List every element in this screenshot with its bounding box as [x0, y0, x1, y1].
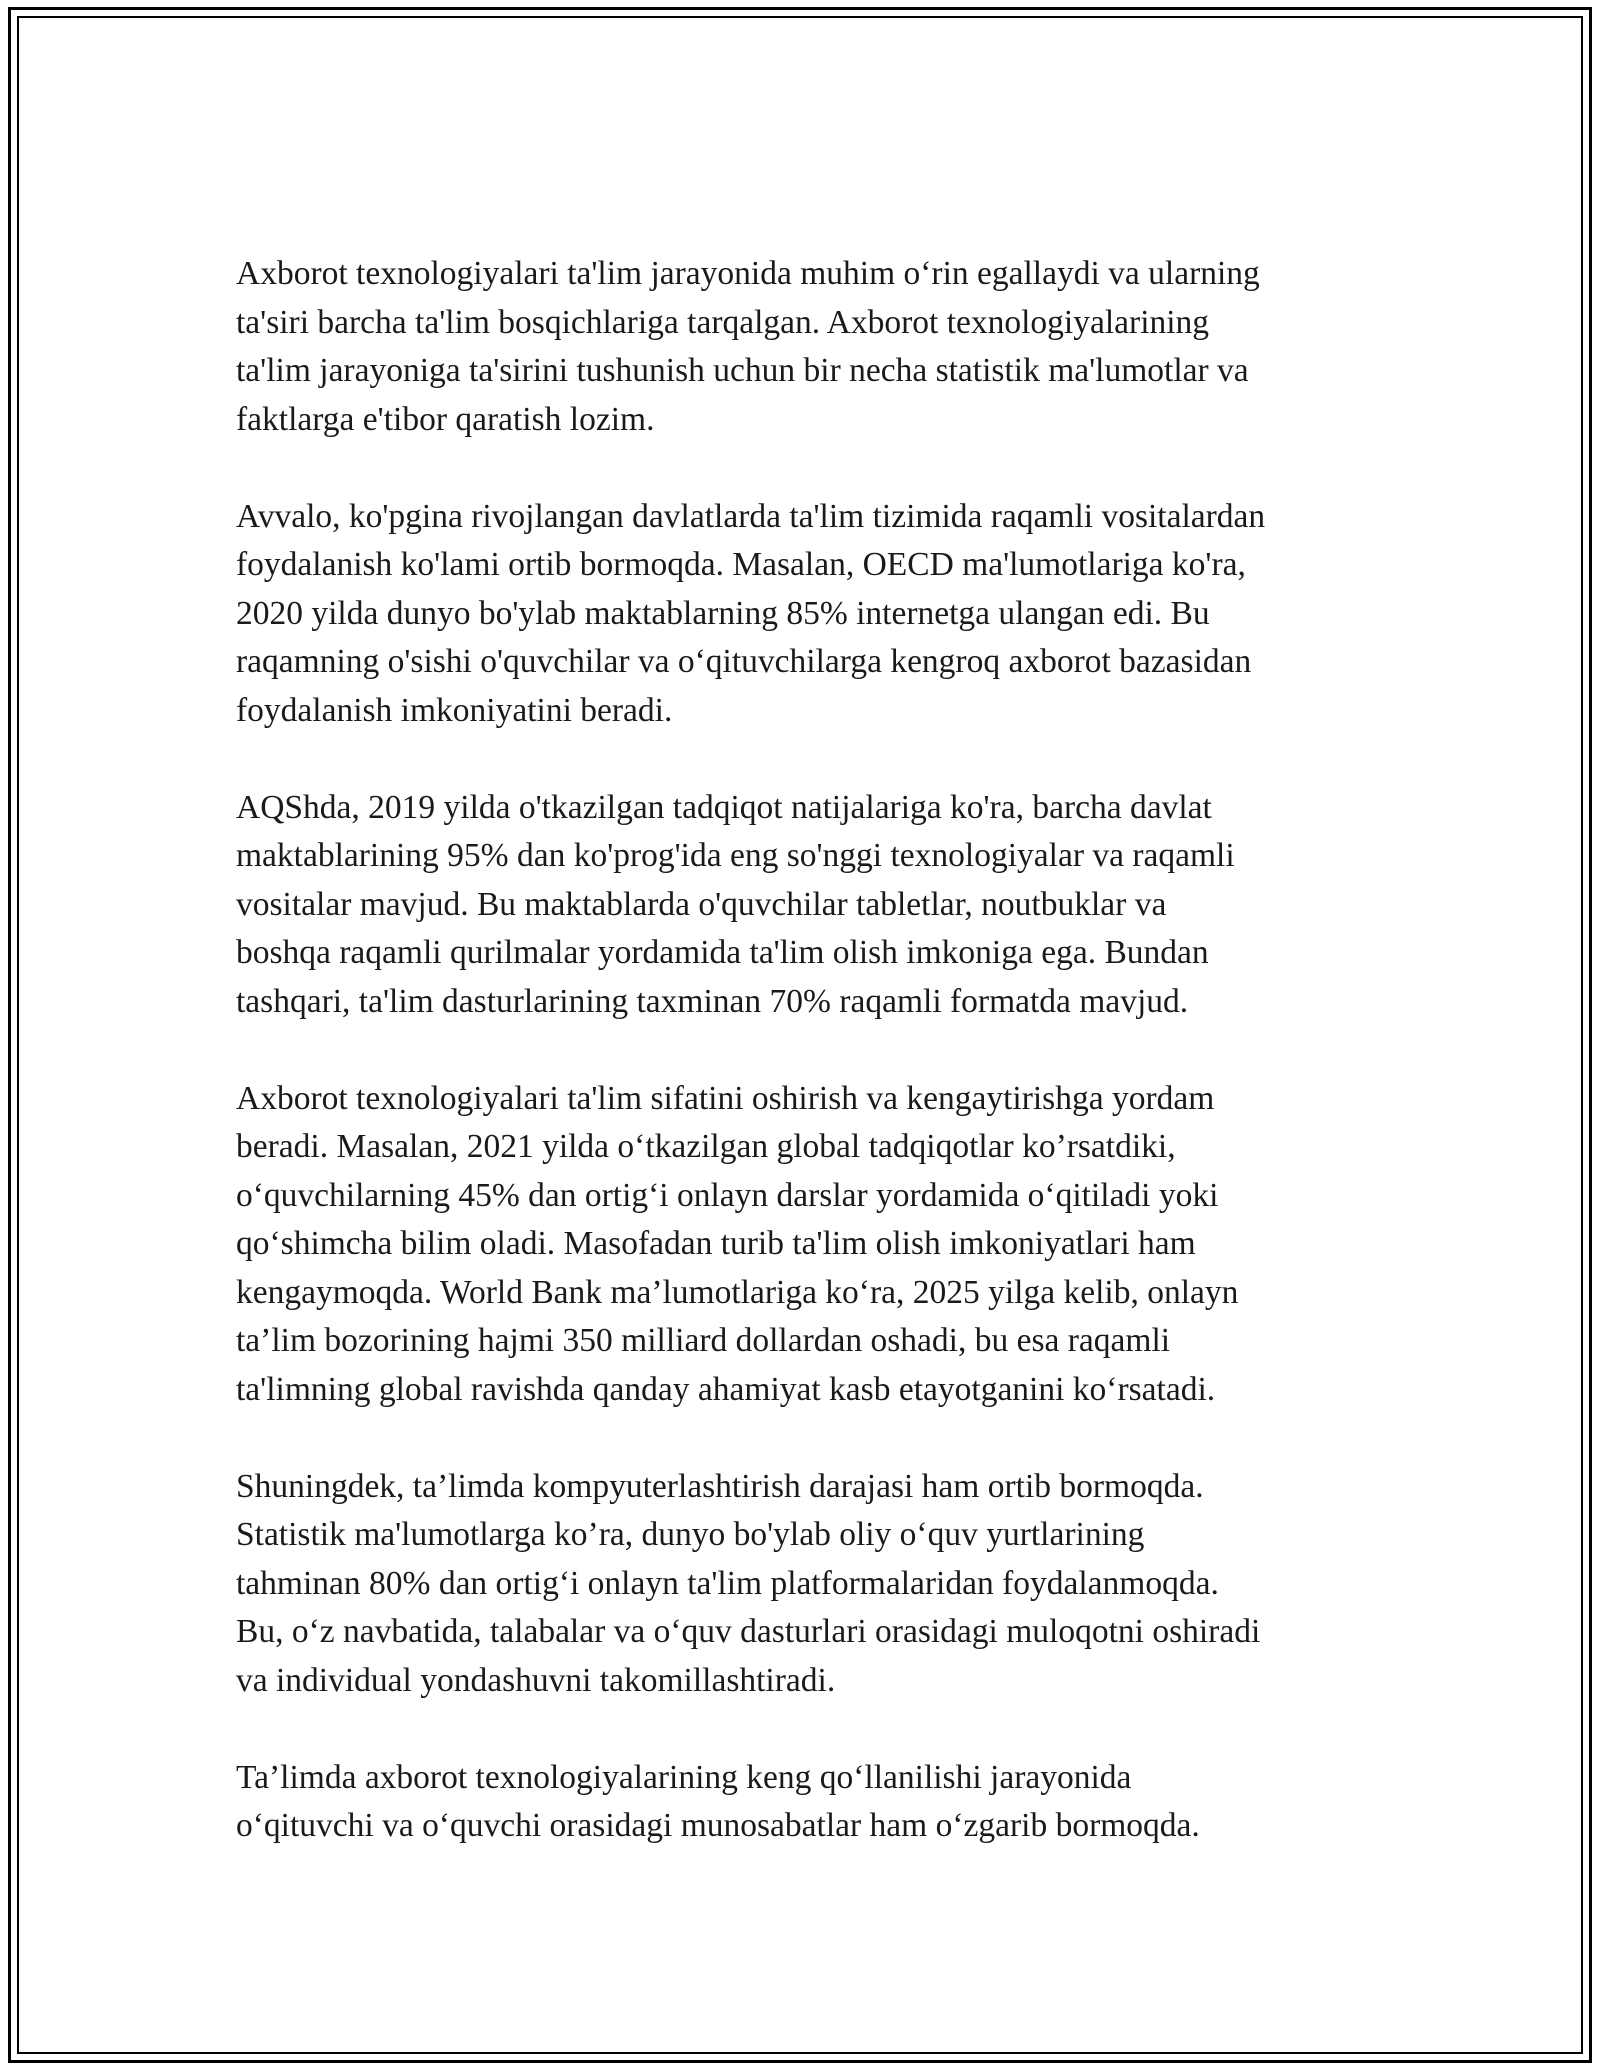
text-line: Shuningdek, ta’limda kompyuterlashtirish darajasi ham ortib bormoqda. [236, 1467, 1204, 1505]
document-body [236, 250, 1386, 1851]
text-line: o‘qituvchi va o‘quvchi orasidagi munosabatlar ham o‘zgarib bormoqda. [236, 1807, 1200, 1844]
text-line: faktlarga e'tibor qaratish lozim. [236, 400, 655, 438]
text-line: qo‘shimcha bilim oladi. Masofadan turib ta'lim olish imkoniyatlari ham [236, 1225, 1196, 1262]
paragraph-4 [236, 1075, 1386, 1415]
text-line: Statistik ma'lumotlarga ko’ra, dunyo bo'ylab oliy o‘quv yurtlarining [236, 1516, 1145, 1553]
paragraph-3 [236, 784, 1386, 1027]
text-line: Axborot texnologiyalari ta'lim jarayonida muhim o‘rin egallaydi va ularning [236, 255, 1260, 292]
paragraph-6 [236, 1754, 1386, 1851]
text-line: foydalanish imkoniyatini beradi. [236, 691, 673, 729]
text-line: ta'lim jarayoniga ta'sirini tushunish uchun bir necha statistik ma'lumotlar va [236, 352, 1249, 389]
text-line: boshqa raqamli qurilmalar yordamida ta'lim olish imkoniga ega. Bundan [236, 934, 1209, 971]
text-line: maktablarining 95% dan ko'prog'ida eng so'nggi texnologiyalar va raqamli [236, 837, 1235, 874]
text-line: vositalar mavjud. Bu maktablarda o'quvchilar tabletlar, noutbuklar va [236, 885, 1167, 923]
text-line: foydalanish ko'lami ortib bormoqda. Masalan, OECD ma'lumotlariga ko'ra, [236, 546, 1246, 583]
text-line: tashqari, ta'lim dasturlarining taxminan 70% raqamli formatda mavjud. [236, 982, 1189, 1020]
text-line: Avvalo, ko'pgina rivojlangan davlatlarda ta'lim tizimida raqamli vositalardan [236, 497, 1266, 535]
text-line: Axborot texnologiyalari ta'lim sifatini oshirish va kengaytirishga yordam [236, 1079, 1215, 1117]
text-line: ta'siri barcha ta'lim bosqichlariga tarqalgan. Axborot texnologiyalarining [236, 303, 1210, 341]
text-line: Bu, o‘z navbatida, talabalar va o‘quv dasturlari orasidagi muloqotni oshiradi [236, 1613, 1261, 1650]
text-line: Ta’limda axborot texnologiyalarining keng qo‘llanilishi jarayonida [236, 1758, 1132, 1796]
text-line: AQShda, 2019 yilda o'tkazilgan tadqiqot natijalariga ko'ra, barcha davlat [236, 788, 1212, 826]
text-line: tahminan 80% dan ortig‘i onlayn ta'lim platformalaridan foydalanmoqda. [236, 1564, 1219, 1602]
text-line: kengaymoqda. World Bank ma’lumotlariga ko‘ra, 2025 yilga kelib, onlayn [236, 1273, 1239, 1311]
text-line: beradi. Masalan, 2021 yilda o‘tkazilgan global tadqiqotlar ko’rsatdiki, [236, 1128, 1176, 1165]
text-line: 2020 yilda dunyo bo'ylab maktablarning 85% internetga ulangan edi. Bu [236, 594, 1210, 632]
text-line: o‘quvchilarning 45% dan ortig‘i onlayn darslar yordamida o‘qitiladi yoki [236, 1176, 1219, 1214]
text-line: ta'limning global ravishda qanday ahamiyat kasb etayotganini ko‘rsatadi. [236, 1370, 1216, 1408]
paragraph-1 [236, 250, 1386, 444]
text-line: raqamning o'sishi o'quvchilar va o‘qituvchilarga kengroq axborot bazasidan [236, 643, 1252, 680]
paragraph-5 [236, 1463, 1386, 1706]
text-line: ta’lim bozorining hajmi 350 milliard dollardan oshadi, bu esa raqamli [236, 1322, 1171, 1359]
paragraph-2 [236, 493, 1386, 736]
text-line: va individual yondashuvni takomillashtiradi. [236, 1661, 836, 1699]
